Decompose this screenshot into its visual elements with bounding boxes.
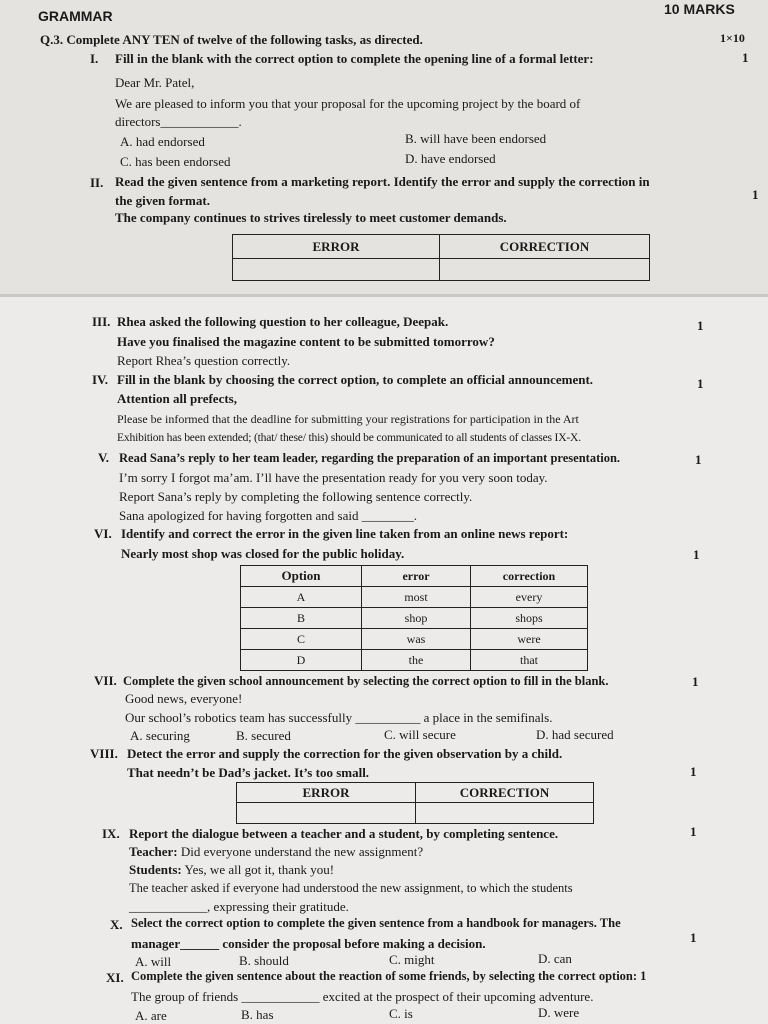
q2-correction-cell (440, 259, 650, 281)
q10-option-d: D. can (538, 951, 572, 966)
q10-option-c: C. might (389, 952, 435, 967)
q10-line2 (131, 936, 486, 952)
q8-error-header: ERROR (237, 783, 416, 803)
q2-error-cell (233, 259, 440, 281)
q4-instruction: Fill in the blank by choosing the correct option, to complete an official announcement. (117, 372, 594, 387)
q6-number: VI. (94, 526, 112, 541)
q6-cell: C (241, 629, 362, 650)
q6-header-option: Option (241, 566, 362, 587)
q2-number: II. (90, 175, 104, 190)
q9-teacher-label: Teacher: (129, 844, 178, 859)
q1-number: I. (90, 51, 99, 66)
q7-option-c: C. will secure (384, 727, 456, 742)
q3b-marks: 1 (697, 318, 704, 333)
q6-cell: the (362, 650, 471, 671)
q10-line2-c: consider the proposal before making a decision. (219, 936, 486, 951)
q6-cell: B (241, 608, 362, 629)
q6-instruction: Identify and correct the error in the given line taken from an online news report: (121, 526, 569, 541)
q7-option-b: B. secured (236, 728, 291, 743)
q9-instruction: Report the dialogue between a teacher and a student, by completing sentence. (129, 826, 559, 841)
q9-students-line (129, 862, 334, 878)
table-row (241, 608, 588, 629)
q2-sentence: The company continues to strives tirelessly to meet customer demands. (115, 210, 507, 225)
q10-option-a: A. will (135, 954, 172, 969)
q2-answer-table (232, 234, 650, 281)
q8-error-cell (237, 803, 416, 824)
q6-line1: Nearly most shop was closed for the public holiday. (121, 546, 405, 561)
q11-option-d: D. were (538, 1005, 580, 1020)
q3b-number: III. (92, 314, 111, 329)
q6-cell: shops (471, 608, 588, 629)
q5-marks: 1 (695, 452, 702, 467)
q3b-line1: Have you finalised the magazine content to be submitted tomorrow? (117, 334, 495, 349)
q1-option-c: C. has been endorsed (120, 154, 231, 169)
q5-instruction: Read Sana’s reply to her team leader, regarding the preparation of an important presentation. (119, 451, 621, 465)
q1-instruction: Fill in the blank with the correct option to complete the opening line of a formal letter: (115, 51, 594, 66)
q9-students-text: Yes, we all got it, thank you! (181, 862, 335, 877)
q9-students-label: Students: (129, 862, 182, 877)
q6-cell: A (241, 587, 362, 608)
q1-option-a: A. had endorsed (120, 134, 205, 149)
q7-marks: 1 (692, 674, 699, 689)
q2-marks: 1 (752, 187, 759, 202)
q2-error-header: ERROR (233, 235, 440, 259)
q4-line3: Exhibition has been extended; (that/ these/ this) should be communicated to all students of classes IX-X. (117, 431, 581, 444)
q4-line1: Attention all prefects, (117, 391, 237, 406)
q4-number: IV. (92, 372, 109, 387)
q1-line3: directors____________. (115, 114, 242, 129)
q1-option-d: D. have endorsed (405, 151, 496, 166)
q6-cell: was (362, 629, 471, 650)
q6-cell: that (471, 650, 588, 671)
q6-cell: most (362, 587, 471, 608)
table-row (241, 650, 588, 671)
q4-marks: 1 (697, 376, 704, 391)
q8-marks: 1 (690, 764, 697, 779)
q11-option-c: C. is (389, 1006, 413, 1021)
q10-number: X. (110, 917, 123, 932)
q6-header-error: error (362, 566, 471, 587)
q7-number: VII. (94, 673, 117, 688)
q8-correction-header: CORRECTION (416, 783, 594, 803)
q3b-line2: Report Rhea’s question correctly. (117, 353, 291, 368)
q7-option-a: A. securing (130, 728, 190, 743)
q1-option-b: B. will have been endorsed (405, 131, 547, 146)
q8-instruction: Detect the error and supply the correction for the given observation by a child. (127, 746, 563, 761)
q9-line4: ____________, expressing their gratitude. (129, 899, 349, 914)
q5-line2: Report Sana’s reply by completing the following sentence correctly. (119, 489, 473, 504)
q5-number: V. (98, 450, 109, 465)
q6-options-table (240, 565, 588, 671)
q10-option-b: B. should (239, 953, 289, 968)
q11-option-a: A. are (135, 1008, 167, 1023)
q3-marks: 1×10 (720, 31, 745, 45)
q6-marks: 1 (693, 547, 700, 562)
q9-line3: The teacher asked if everyone had understood the new assignment, to which the students (129, 881, 573, 895)
q10-line2-a: manager (131, 936, 181, 951)
q9-teacher-text: Did everyone understand the new assignment? (177, 844, 424, 859)
q11-number: XI. (106, 970, 124, 985)
table-row (241, 587, 588, 608)
q8-correction-cell (416, 803, 594, 824)
q3-heading: Q.3. Complete ANY TEN of twelve of the following tasks, as directed. (40, 32, 423, 47)
q11-line1: The group of friends ____________ excited at the prospect of their upcoming adventure. (131, 989, 594, 1004)
q6-header-correction: correction (471, 566, 588, 587)
q11-option-b: B. has (241, 1007, 274, 1022)
section-marks: 10 MARKS (664, 1, 735, 17)
q1-line2: We are pleased to inform you that your proposal for the upcoming project by the board of (115, 96, 581, 111)
q9-number: IX. (102, 826, 120, 841)
q11-instruction: Complete the given sentence about the reaction of some friends, by selecting the correct option: 1 (131, 969, 647, 983)
q2-correction-header: CORRECTION (440, 235, 650, 259)
q6-cell: were (471, 629, 588, 650)
q2-instruction-2: the given format. (115, 193, 210, 208)
q5-line3: Sana apologized for having forgotten and said ________. (119, 508, 417, 523)
q6-cell: every (471, 587, 588, 608)
section-title: GRAMMAR (38, 8, 113, 24)
q8-line1: That needn’t be Dad’s jacket. It’s too small. (127, 765, 370, 780)
q6-cell: shop (362, 608, 471, 629)
q9-teacher-line (129, 844, 423, 860)
q7-line1: Good news, everyone! (125, 691, 243, 706)
q9-marks: 1 (690, 824, 697, 839)
q2-instruction: Read the given sentence from a marketing report. Identify the error and supply the correction in (115, 174, 650, 189)
q8-number: VIII. (90, 746, 118, 761)
q1-line1: Dear Mr. Patel, (115, 75, 195, 90)
q7-instruction: Complete the given school announcement by selecting the correct option to fill in the blank. (123, 674, 609, 688)
q7-line2: Our school’s robotics team has successfully __________ a place in the semifinals. (125, 710, 553, 725)
q10-marks: 1 (690, 930, 697, 945)
q4-line2: Please be informed that the deadline for submitting your registrations for participation in the Art (117, 412, 579, 426)
page-seam (0, 294, 768, 297)
q6-cell: D (241, 650, 362, 671)
q3b-instruction: Rhea asked the following question to her colleague, Deepak. (117, 314, 449, 329)
q1-marks: 1 (742, 50, 749, 65)
q10-line2-blank: ______ (180, 936, 220, 951)
q5-line1: I’m sorry I forgot ma’am. I’ll have the presentation ready for you very soon today. (119, 470, 548, 485)
q7-option-d: D. had secured (536, 727, 614, 742)
table-row (241, 629, 588, 650)
q8-answer-table (236, 782, 594, 824)
q10-instruction: Select the correct option to complete the given sentence from a handbook for managers. The (131, 916, 621, 930)
